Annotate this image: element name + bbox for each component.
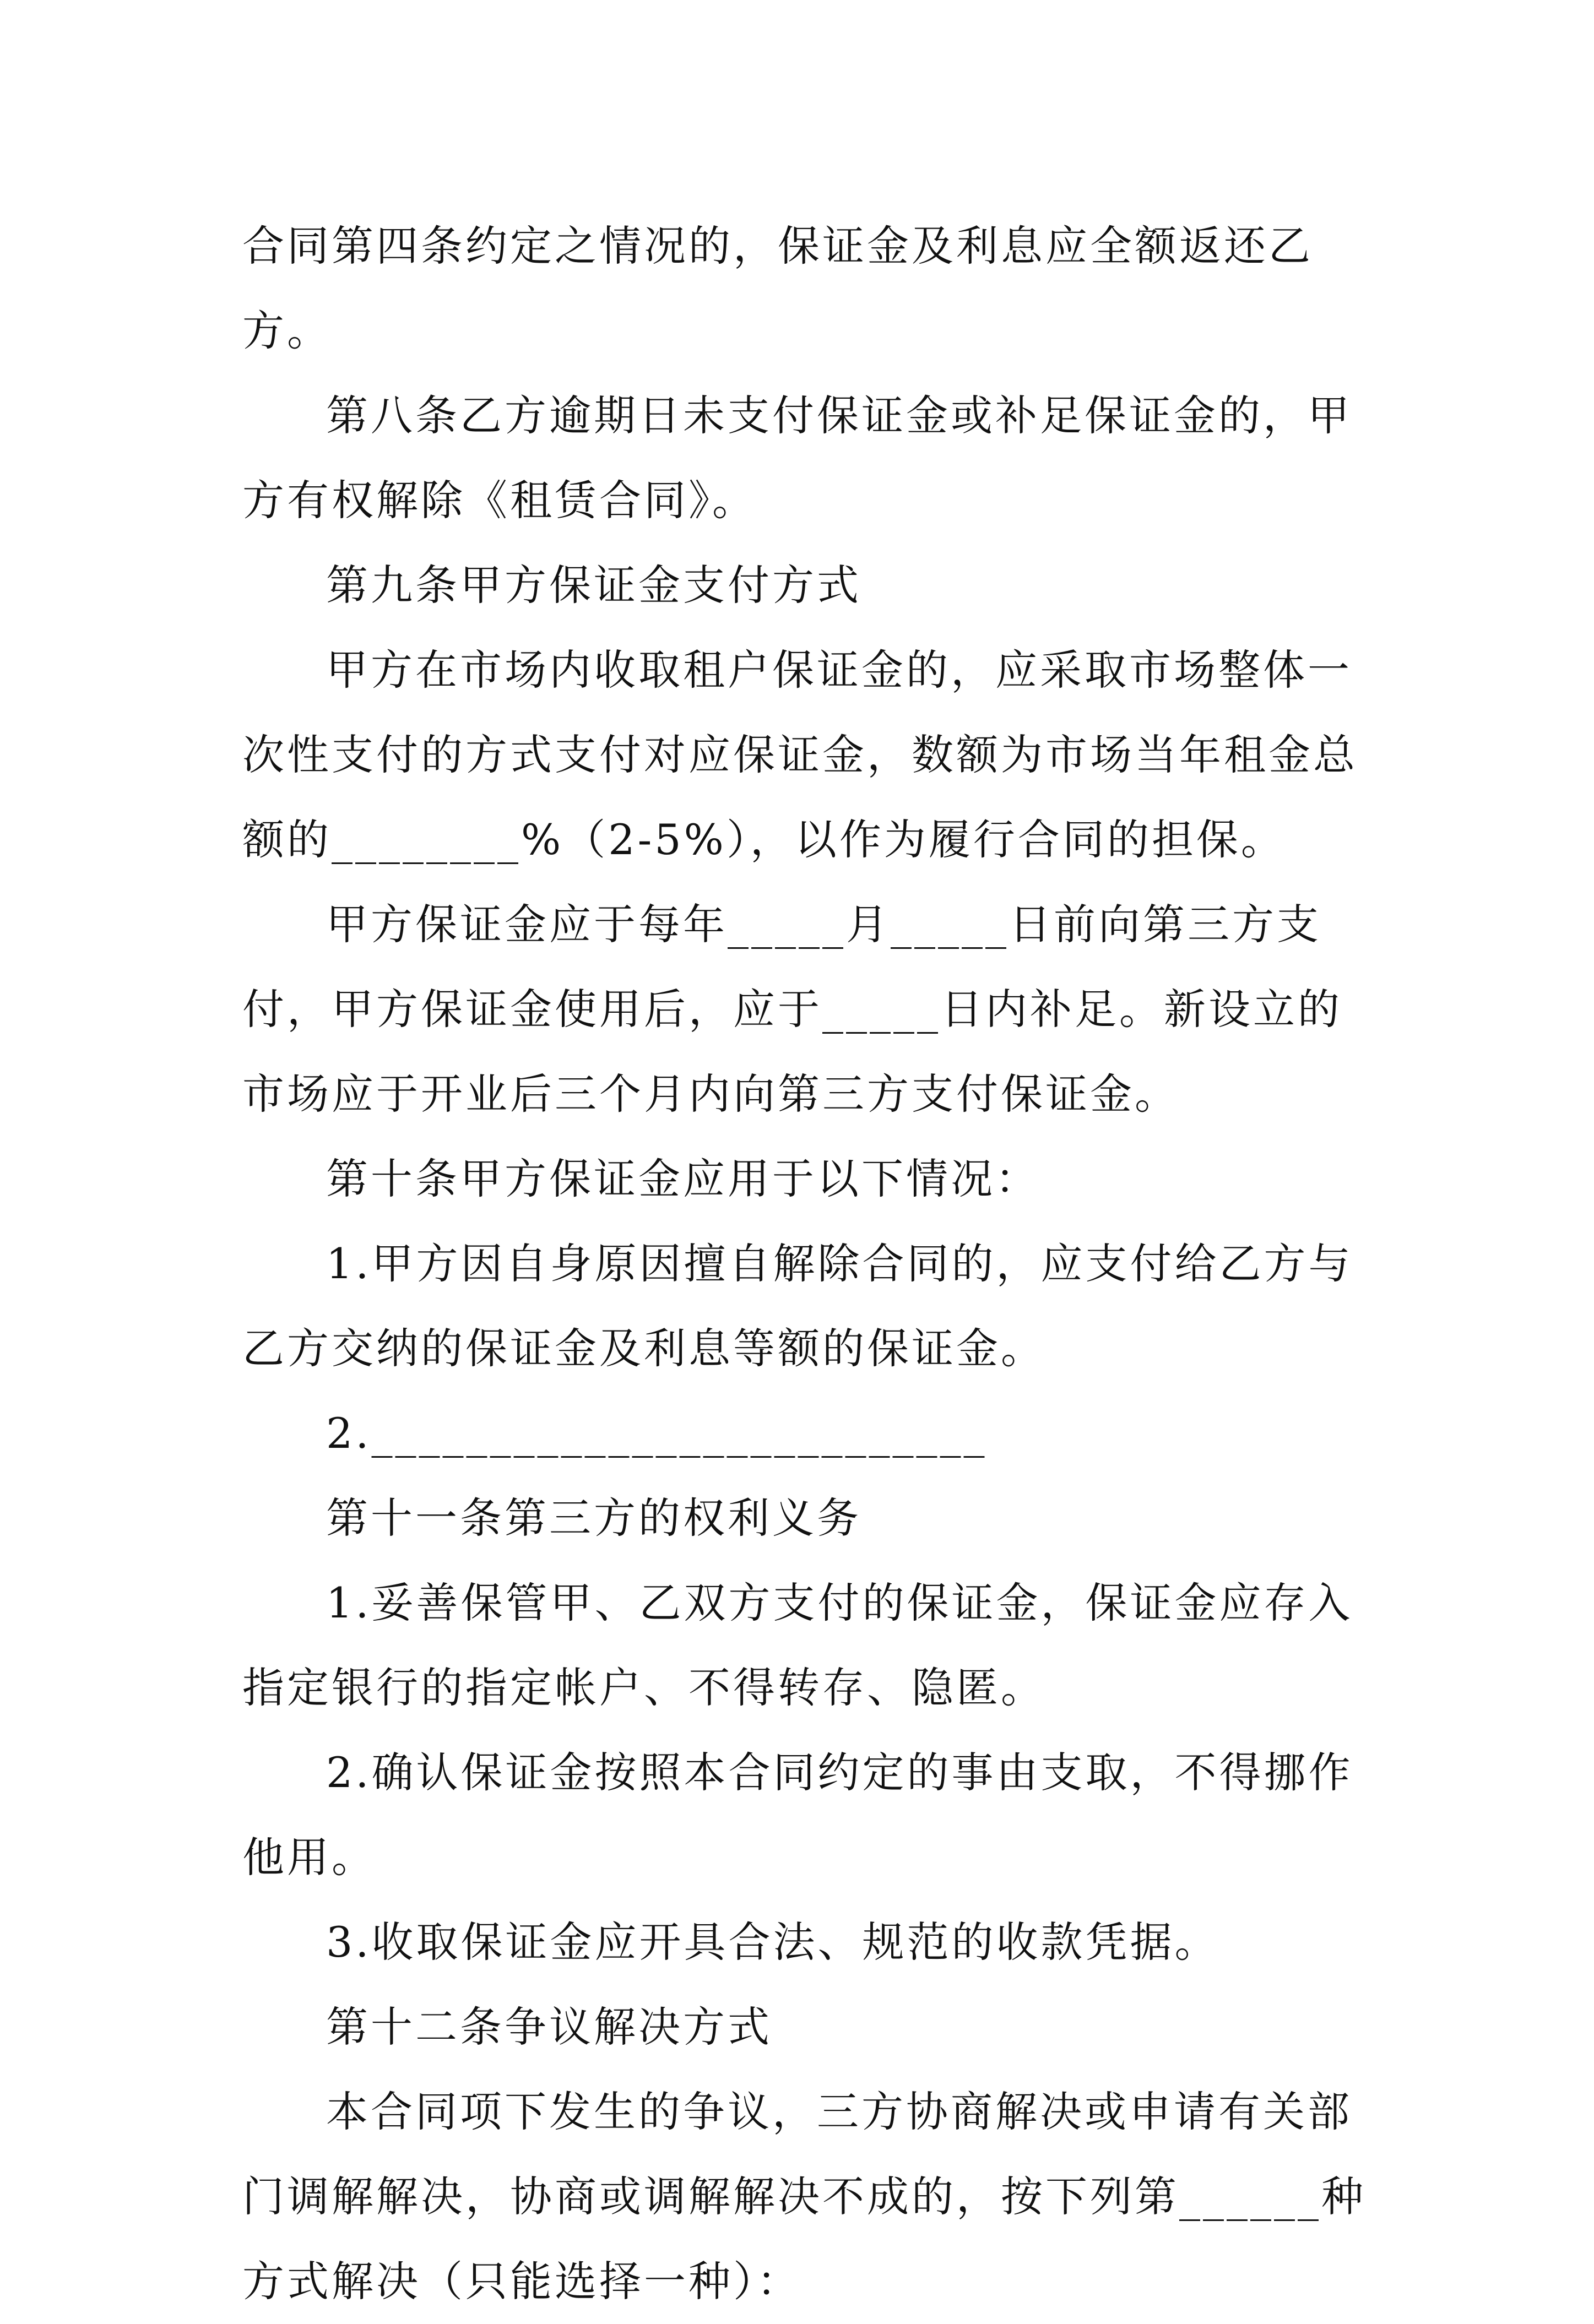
paragraph-14: 本合同项下发生的争议，三方协商解决或申请有关部门调解解决，协商或调解解决不成的，按下列第______种方式解决（只能选择一种）： xyxy=(242,2087,1366,2306)
paragraph-3: 第九条甲方保证金支付方式 xyxy=(326,561,861,610)
paragraph-2: 第八条乙方逾期日未支付保证金或补足保证金的，甲方有权解除《租赁合同》。 xyxy=(242,391,1352,525)
paragraph-8: 2.__________________________ xyxy=(326,1409,988,1458)
paragraph-5: 甲方保证金应于每年_____月_____日前向第三方支付，甲方保证金使用后，应于_____日内补足。新设立的市场应于开业后三个月内向第三方支付保证金。 xyxy=(242,900,1342,1118)
paragraph-1: 合同第四条约定之情况的，保证金及利息应全额返还乙方。 xyxy=(242,221,1313,355)
paragraph-7: 1.甲方因自身原因擅自解除合同的，应支付给乙方与乙方交纳的保证金及利息等额的保证金。 xyxy=(242,1239,1353,1373)
document-body xyxy=(242,204,1366,2324)
paragraph-10: 1.妥善保管甲、乙双方支付的保证金，保证金应存入指定银行的指定帐户、不得转存、隐匿。 xyxy=(242,1578,1353,1712)
paragraph-6: 第十条甲方保证金应用于以下情况： xyxy=(326,1154,1040,1203)
paragraph-4: 甲方在市场内收取租户保证金的，应采取市场整体一次性支付的方式支付对应保证金，数额为市场当年租金总额的________%（2-5%），以作为履行合同的担保。 xyxy=(242,645,1358,864)
paragraph-9: 第十一条第三方的权利义务 xyxy=(326,1494,861,1543)
paragraph-11: 2.确认保证金按照本合同约定的事由支取，不得挪作他用。 xyxy=(242,1748,1353,1882)
paragraph-12: 3.收取保证金应开具合法、规范的收款凭据。 xyxy=(326,1918,1219,1967)
paragraph-13: 第十二条争议解决方式 xyxy=(326,2002,772,2051)
